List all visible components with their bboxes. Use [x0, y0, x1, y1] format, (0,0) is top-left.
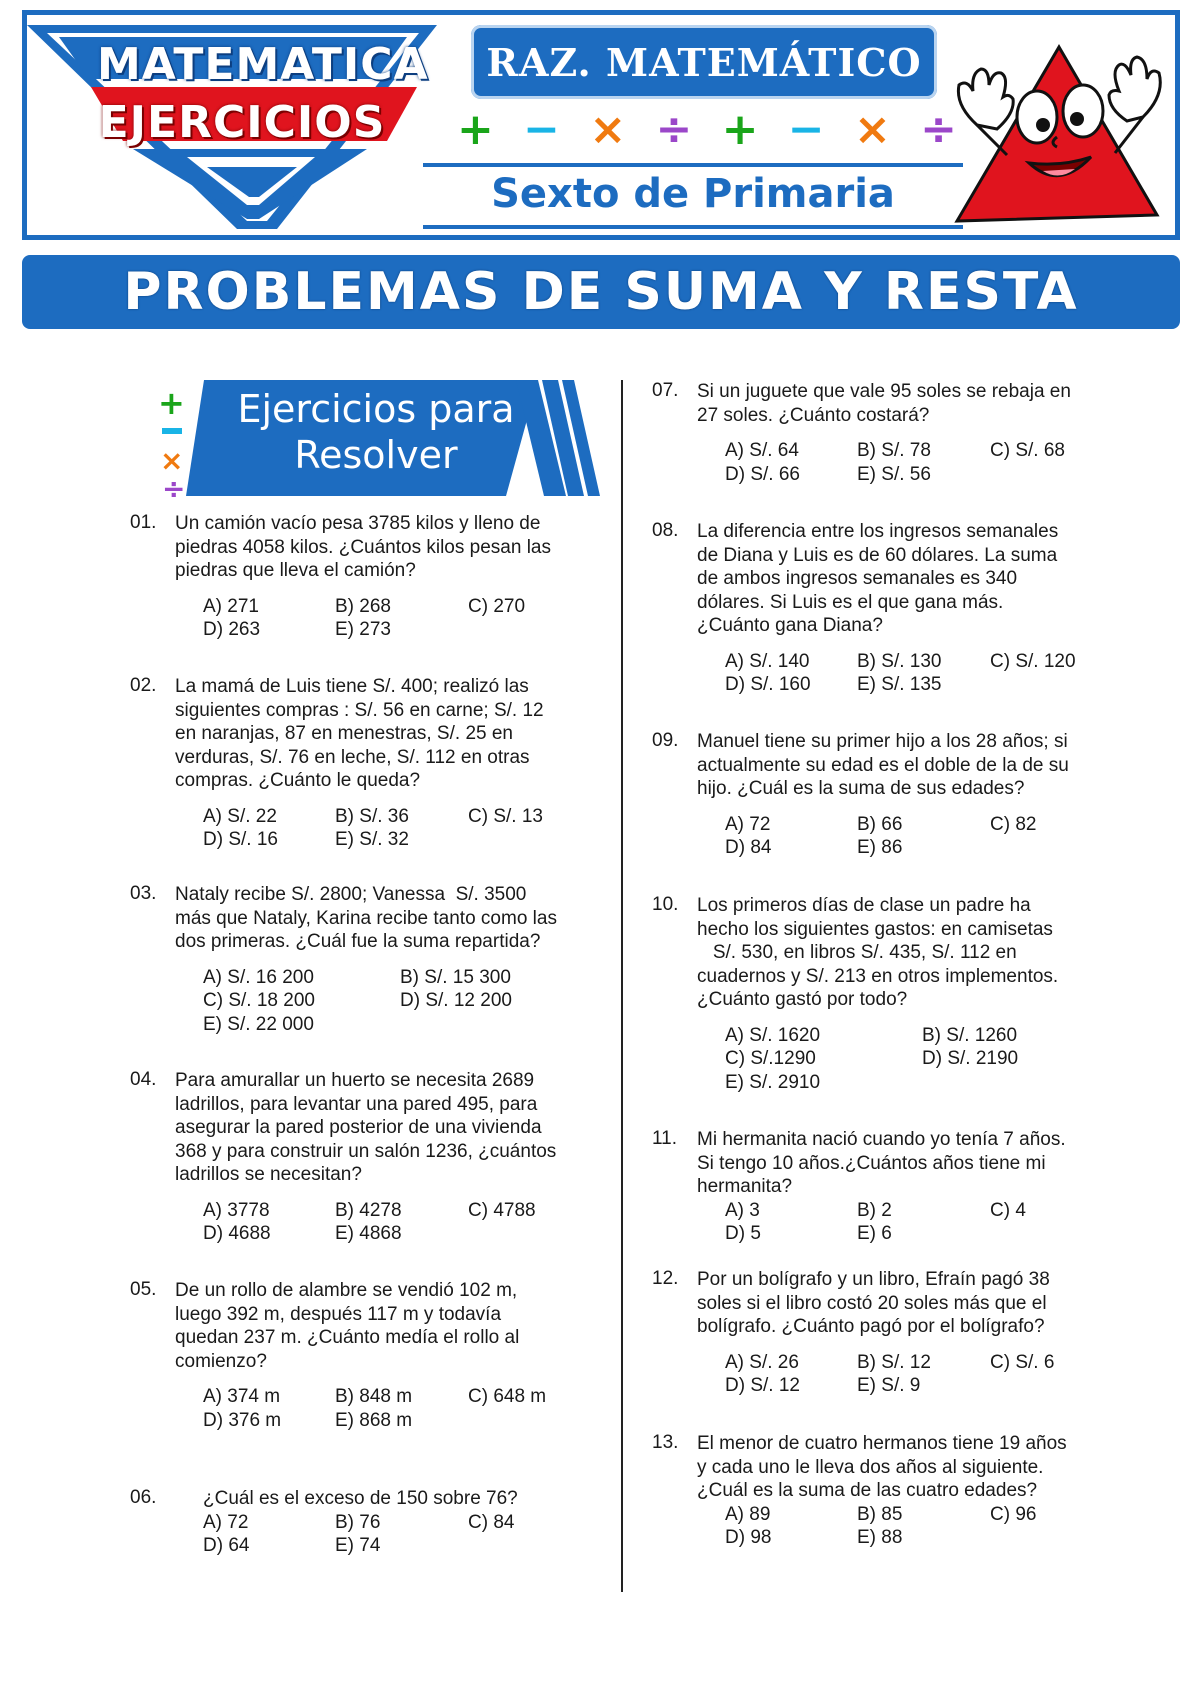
- answer-option[interactable]: C) 96: [990, 1503, 1037, 1525]
- answer-option[interactable]: B) 85: [857, 1503, 903, 1525]
- problem-number: 08.: [652, 520, 679, 541]
- problem-number: 01.: [130, 512, 157, 533]
- statement-line: ¿Cuál es la suma de las cuatro edades?: [697, 1480, 1038, 1501]
- logo-line-2: EJERCICIOS: [98, 97, 386, 148]
- plus-icon: +: [721, 104, 759, 155]
- problem-number: 02.: [130, 675, 157, 696]
- answer-option[interactable]: E) S/. 22 000: [203, 1013, 314, 1035]
- answer-option[interactable]: E) S/. 9: [857, 1375, 921, 1396]
- answer-option[interactable]: A) S/. 22: [203, 805, 277, 827]
- answer-option[interactable]: B) S/. 130: [857, 650, 942, 672]
- answer-option[interactable]: D) S/. 16: [203, 829, 278, 850]
- answer-option[interactable]: C) 82: [990, 813, 1037, 835]
- answer-option[interactable]: A) S/. 1620: [725, 1024, 821, 1046]
- statement-line: Manuel tiene su primer hijo a los 28 años; si: [697, 731, 1068, 752]
- page-title: PROBLEMAS DE SUMA Y RESTA: [123, 262, 1079, 322]
- answer-option[interactable]: D) 84: [725, 837, 772, 858]
- answer-option[interactable]: C) S/. 6: [990, 1351, 1055, 1373]
- answer-option[interactable]: A) 374 m: [203, 1386, 281, 1407]
- statement-line: Mi hermanita nació cuando yo tenía 7 años.: [697, 1129, 1066, 1150]
- statement-line: piedras que lleva el camión?: [175, 560, 416, 581]
- statement-line: compras. ¿Cuánto le queda?: [175, 770, 421, 791]
- times-icon: ×: [589, 104, 627, 155]
- times-icon: ×: [853, 104, 891, 155]
- answer-option[interactable]: D) S/. 12: [725, 1375, 800, 1396]
- answer-option[interactable]: E) S/. 135: [857, 674, 942, 695]
- answer-option[interactable]: E) 6: [857, 1223, 892, 1244]
- answer-option[interactable]: A) S/. 26: [725, 1351, 799, 1373]
- brand-title: RAZ. MATEMÁTICO: [486, 39, 922, 85]
- divide-icon: ÷: [920, 104, 957, 155]
- answer-option[interactable]: D) S/. 160: [725, 674, 811, 695]
- answer-option[interactable]: A) 3778: [203, 1199, 270, 1221]
- problem-statement: [697, 520, 1117, 638]
- answer-option[interactable]: C) S/. 68: [990, 440, 1065, 461]
- answer-option[interactable]: E) 86: [857, 837, 903, 858]
- plus-icon: +: [457, 104, 494, 155]
- statement-line: y cada uno le lleva dos años al siguiente.: [697, 1456, 1044, 1478]
- answer-option[interactable]: A) 89: [725, 1503, 771, 1525]
- answer-option[interactable]: B) 848 m: [335, 1386, 413, 1407]
- statement-line: en naranjas, 87 en menestras, S/. 25 en: [175, 723, 513, 744]
- statement-line: soles si el libro costó 20 soles más que el: [697, 1292, 1047, 1314]
- problem-number: 05.: [130, 1279, 157, 1300]
- answer-option[interactable]: E) 88: [857, 1527, 903, 1548]
- answer-option[interactable]: E) S/. 2910: [725, 1071, 821, 1093]
- statement-line: piedras 4058 kilos. ¿Cuántos kilos pesan las: [175, 536, 551, 558]
- statement-line: hecho los siguientes gastos: en camisetas: [697, 918, 1053, 940]
- grade-rule-bottom: [423, 225, 963, 229]
- answer-option[interactable]: B) 4278: [335, 1199, 402, 1221]
- statement-line: Por un bolígrafo y un libro, Efraín pagó 38: [697, 1269, 1050, 1290]
- section-title: Ejercicios para Resolver: [237, 387, 515, 477]
- column-divider: [621, 380, 623, 1592]
- problem-number: 10.: [652, 894, 679, 915]
- problem-statement: [175, 1279, 595, 1373]
- problem-statement: [697, 1128, 1117, 1199]
- problem-statement: [697, 1432, 1117, 1503]
- problem-statement: [175, 512, 595, 583]
- statement-line: ¿Cuál es el exceso de 150 sobre 76?: [203, 1488, 518, 1509]
- brand-box: [471, 25, 937, 99]
- statement-line: comienzo?: [175, 1350, 267, 1372]
- statement-line: hermanita?: [697, 1176, 793, 1197]
- logo-line-1: MATEMATICA: [97, 39, 429, 90]
- problem-statement: [697, 1268, 1117, 1339]
- statement-line: La mamá de Luis tiene S/. 400; realizó las: [175, 676, 529, 697]
- statement-line: 368 y para construir un salón 1236, ¿cuántos: [175, 1140, 557, 1162]
- grade-label: Sexto de Primaria: [491, 171, 895, 217]
- answer-option[interactable]: B) S/. 15 300: [400, 966, 511, 988]
- problem-statement: [175, 675, 595, 793]
- statement-line: bolígrafo. ¿Cuánto pagó por el bolígrafo?: [697, 1316, 1045, 1337]
- answer-option[interactable]: D) 263: [203, 619, 261, 640]
- answer-option[interactable]: E) 74: [335, 1535, 381, 1556]
- statement-line: De un rollo de alambre se vendió 102 m,: [175, 1280, 518, 1301]
- statement-line: verduras, S/. 76 en leche, S/. 112 en otras: [175, 746, 530, 768]
- answer-option[interactable]: B) S/. 36: [335, 805, 409, 827]
- answer-option[interactable]: C) 270: [468, 595, 526, 617]
- problem-number: 04.: [130, 1069, 157, 1090]
- answer-option[interactable]: D) S/. 12 200: [400, 990, 512, 1011]
- answer-option[interactable]: D) 5: [725, 1223, 761, 1244]
- statement-line: La diferencia entre los ingresos semanales: [697, 521, 1059, 542]
- statement-line: siguientes compras : S/. 56 en carne; S/. 12: [175, 699, 544, 721]
- triangle-mascot-icon: [947, 25, 1177, 235]
- problem-statement: [175, 883, 595, 954]
- operator-row: [457, 105, 957, 155]
- answer-option[interactable]: C) 4788: [468, 1199, 536, 1221]
- statement-line: Si tengo 10 años.¿Cuántos años tiene mi: [697, 1152, 1046, 1174]
- statement-line: ¿Cuánto gastó por todo?: [697, 989, 908, 1010]
- minus-icon: −: [523, 104, 561, 155]
- statement-line: dólares. Si Luis es el que gana más.: [697, 591, 1004, 613]
- svg-text:÷: ÷: [162, 472, 186, 505]
- answer-option[interactable]: E) S/. 56: [857, 463, 931, 485]
- problem-statement: [203, 1487, 623, 1511]
- answer-option[interactable]: B) S/. 78: [857, 440, 931, 461]
- answer-option[interactable]: A) S/. 140: [725, 650, 810, 672]
- statement-line: cuadernos y S/. 213 en otros implementos.: [697, 965, 1059, 987]
- answer-option[interactable]: D) 4688: [203, 1223, 271, 1244]
- answer-option[interactable]: B) 66: [857, 813, 903, 835]
- statement-line: luego 392 m, después 117 m y todavía: [175, 1303, 502, 1325]
- statement-line: Nataly recibe S/. 2800; Vanessa S/. 3500: [175, 884, 527, 905]
- answer-option[interactable]: A) 271: [203, 595, 259, 617]
- problem-number: 13.: [652, 1432, 679, 1453]
- problem-statement: [697, 894, 1117, 1012]
- problem-number: 06.: [130, 1487, 157, 1508]
- statement-line: actualmente su edad es el doble de la de su: [697, 754, 1069, 776]
- problem-number: 03.: [130, 883, 157, 904]
- svg-text:+: +: [158, 384, 185, 422]
- answer-option[interactable]: C) S/. 120: [990, 650, 1076, 672]
- answer-option[interactable]: D) 376 m: [203, 1409, 282, 1431]
- statement-line: asegurar la pared posterior de una vivienda: [175, 1117, 542, 1138]
- answer-option[interactable]: C) S/. 13: [468, 805, 543, 827]
- statement-line: El menor de cuatro hermanos tiene 19 años: [697, 1433, 1067, 1454]
- problem-statement: [175, 1069, 595, 1187]
- problem-number: 11.: [652, 1128, 678, 1149]
- answer-option[interactable]: D) S/. 66: [725, 463, 800, 485]
- statement-line: de ambos ingresos semanales es 340: [697, 568, 1018, 589]
- answer-option[interactable]: B) 268: [335, 595, 391, 617]
- problem-number: 07.: [652, 380, 679, 401]
- answer-option[interactable]: D) S/. 2190: [922, 1048, 1019, 1069]
- answer-option[interactable]: C) 84: [468, 1511, 515, 1533]
- answer-option[interactable]: E) S/. 32: [335, 829, 409, 850]
- statement-line: S/. 530, en libros S/. 435, S/. 112 en: [697, 942, 1017, 963]
- answer-option[interactable]: B) S/. 12: [857, 1351, 931, 1373]
- statement-line: ladrillos se necesitan?: [175, 1164, 362, 1185]
- answer-option[interactable]: D) 64: [203, 1535, 250, 1556]
- statement-line: de Diana y Luis es de 60 dólares. La suma: [697, 544, 1058, 566]
- answer-option[interactable]: C) 4: [990, 1199, 1026, 1221]
- statement-line: dos primeras. ¿Cuál fue la suma repartida?: [175, 931, 541, 952]
- answer-option[interactable]: E) 273: [335, 619, 391, 640]
- section-banner: [158, 380, 606, 505]
- problem-number: 12.: [652, 1268, 679, 1289]
- answer-option[interactable]: A) S/. 16 200: [203, 966, 314, 988]
- statement-line: 27 soles. ¿Cuánto costará?: [697, 404, 930, 426]
- answer-option[interactable]: B) S/. 1260: [922, 1024, 1018, 1046]
- answer-option[interactable]: E) 4868: [335, 1223, 402, 1244]
- problem-statement: [697, 730, 1117, 801]
- answer-option[interactable]: A) S/. 64: [725, 440, 799, 461]
- answer-option[interactable]: C) S/. 18 200: [203, 990, 315, 1011]
- grade-rule-top: [423, 163, 963, 167]
- statement-line: ladrillos, para levantar una pared 495, para: [175, 1093, 538, 1115]
- answer-option[interactable]: C) 648 m: [468, 1386, 547, 1407]
- answer-option[interactable]: B) 2: [857, 1199, 892, 1221]
- statement-line: Para amurallar un huerto se necesita 2689: [175, 1070, 535, 1091]
- divide-icon: ÷: [655, 104, 693, 155]
- statement-line: Un camión vacío pesa 3785 kilos y lleno de: [175, 513, 541, 534]
- statement-line: Si un juguete que vale 95 soles se rebaja en: [697, 381, 1071, 402]
- answer-option[interactable]: C) S/.1290: [725, 1048, 816, 1069]
- answer-option[interactable]: A) 72: [725, 813, 771, 835]
- answer-option[interactable]: D) 98: [725, 1527, 772, 1548]
- problem-number: 09.: [652, 730, 679, 751]
- svg-text:×: ×: [160, 444, 184, 477]
- minus-icon: −: [787, 104, 825, 155]
- statement-line: quedan 237 m. ¿Cuánto medía el rollo al: [175, 1327, 520, 1348]
- title-bar: [22, 255, 1180, 329]
- statement-line: Los primeros días de clase un padre ha: [697, 895, 1031, 916]
- statement-line: ¿Cuánto gana Diana?: [697, 615, 883, 636]
- answer-option[interactable]: B) 76: [335, 1511, 381, 1533]
- answer-option[interactable]: A) 72: [203, 1511, 249, 1533]
- statement-line: más que Nataly, Karina recibe tanto como las: [175, 907, 557, 929]
- header: [22, 10, 1180, 240]
- problem-statement: [697, 380, 1117, 427]
- statement-line: hijo. ¿Cuál es la suma de sus edades?: [697, 778, 1025, 799]
- answer-option[interactable]: E) 868 m: [335, 1409, 413, 1431]
- answer-option[interactable]: A) 3: [725, 1199, 760, 1221]
